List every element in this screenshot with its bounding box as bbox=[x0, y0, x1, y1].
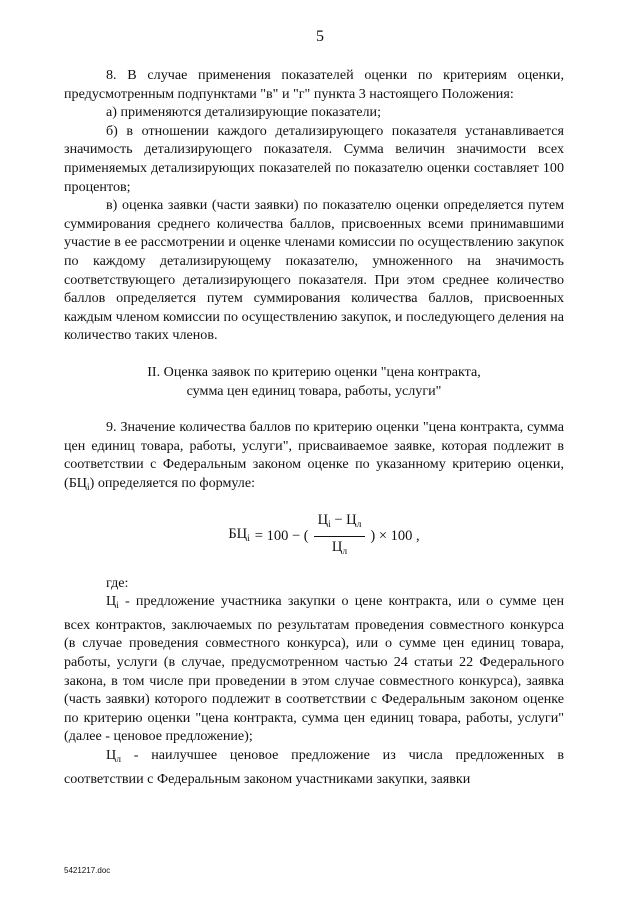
formula-prefix: = 100 − ( bbox=[254, 528, 309, 545]
paragraph-8-b: б) в отношении каждого детализирующего показателя устанавливается значимость детализирующего показателя. Сумма величин значимости всех применяемых детализирующих показателей по показателю оценки составляет 100 процентов; bbox=[64, 122, 564, 195]
section-heading-line-2: сумма цен единиц товара, работы, услуги" bbox=[186, 382, 442, 399]
formula-suffix: ) × 100 , bbox=[370, 528, 420, 545]
formula-denominator: $Ц_л$ bbox=[331, 539, 348, 558]
formula-lhs: $БЦ_i$ bbox=[228, 525, 250, 544]
formula-numerator: $Ц_i - Ц_л$ bbox=[314, 511, 366, 537]
file-footer: 5421217.doc bbox=[64, 866, 111, 875]
paragraph-8-v: в) оценка заявки (части заявки) по показателю оценки определяется путем суммирования среднего количества баллов, присвоенных всеми принимавшими участие в ее рассмотрении и оценке членами комиссии по осуществлению закупок по каждому детализирующему показателю, умноженного на значимость соответствующего детализирующего показателя. При этом среднее количество баллов определяется путем суммирования количества баллов, присвоенных каждым членом комиссии по осуществлению закупок, и последующего деления на количество таких членов. bbox=[64, 197, 564, 344]
definition-cl: $Ц_л$ - наилучшее ценовое предложение из числа предложенных в соответствии с Федеральным законом участниками закупки, заявки bbox=[64, 747, 564, 787]
section-heading-line-1: II. Оценка заявок по критерию оценки "цена контракта, bbox=[147, 363, 481, 380]
paragraph-8-intro: 8. В случае применения показателей оценки по критериям оценки, предусмотренным подпунктами "в" и "г" пункта 3 настоящего Положения: bbox=[64, 67, 564, 102]
definition-ci: $Ц_i$ - предложение участника закупки о цене контракта, или о сумме цен всех контрактов, заключаемых по результатам проведения совместного конкурса (в случае проведения совместного конкурса), или о сумме цен единиц товара, работы, услуги (в случае, предусмотренном частью 24 статьи 22 Федерального закона, в том числе при проведении в этом случае совместного конкурса), заявка (часть заявки) которого подлежит в соответствии с Федеральным законом оценке по критерию оценки "цена контракта, сумма цен единиц товара, работы, услуги" (далее - ценовое предложение); bbox=[64, 593, 564, 745]
formula-fraction bbox=[314, 511, 366, 561]
where-label: где: bbox=[106, 574, 129, 591]
page-number: 5 bbox=[316, 28, 324, 45]
document-body bbox=[64, 66, 564, 788]
paragraph-9: 9. Значение количества баллов по критерию оценки "цена контракта, сумма цен единиц товара, работы, услуги", присваиваемое заявке, которая подлежит в соответствии с Федеральным законом оценке по указанному критерию оценки, $(БЦ_i)$ определяется по формуле: bbox=[64, 419, 564, 493]
paragraph-8-a: а) применяются детализирующие показатели; bbox=[106, 104, 382, 121]
formula-bci bbox=[84, 511, 564, 561]
